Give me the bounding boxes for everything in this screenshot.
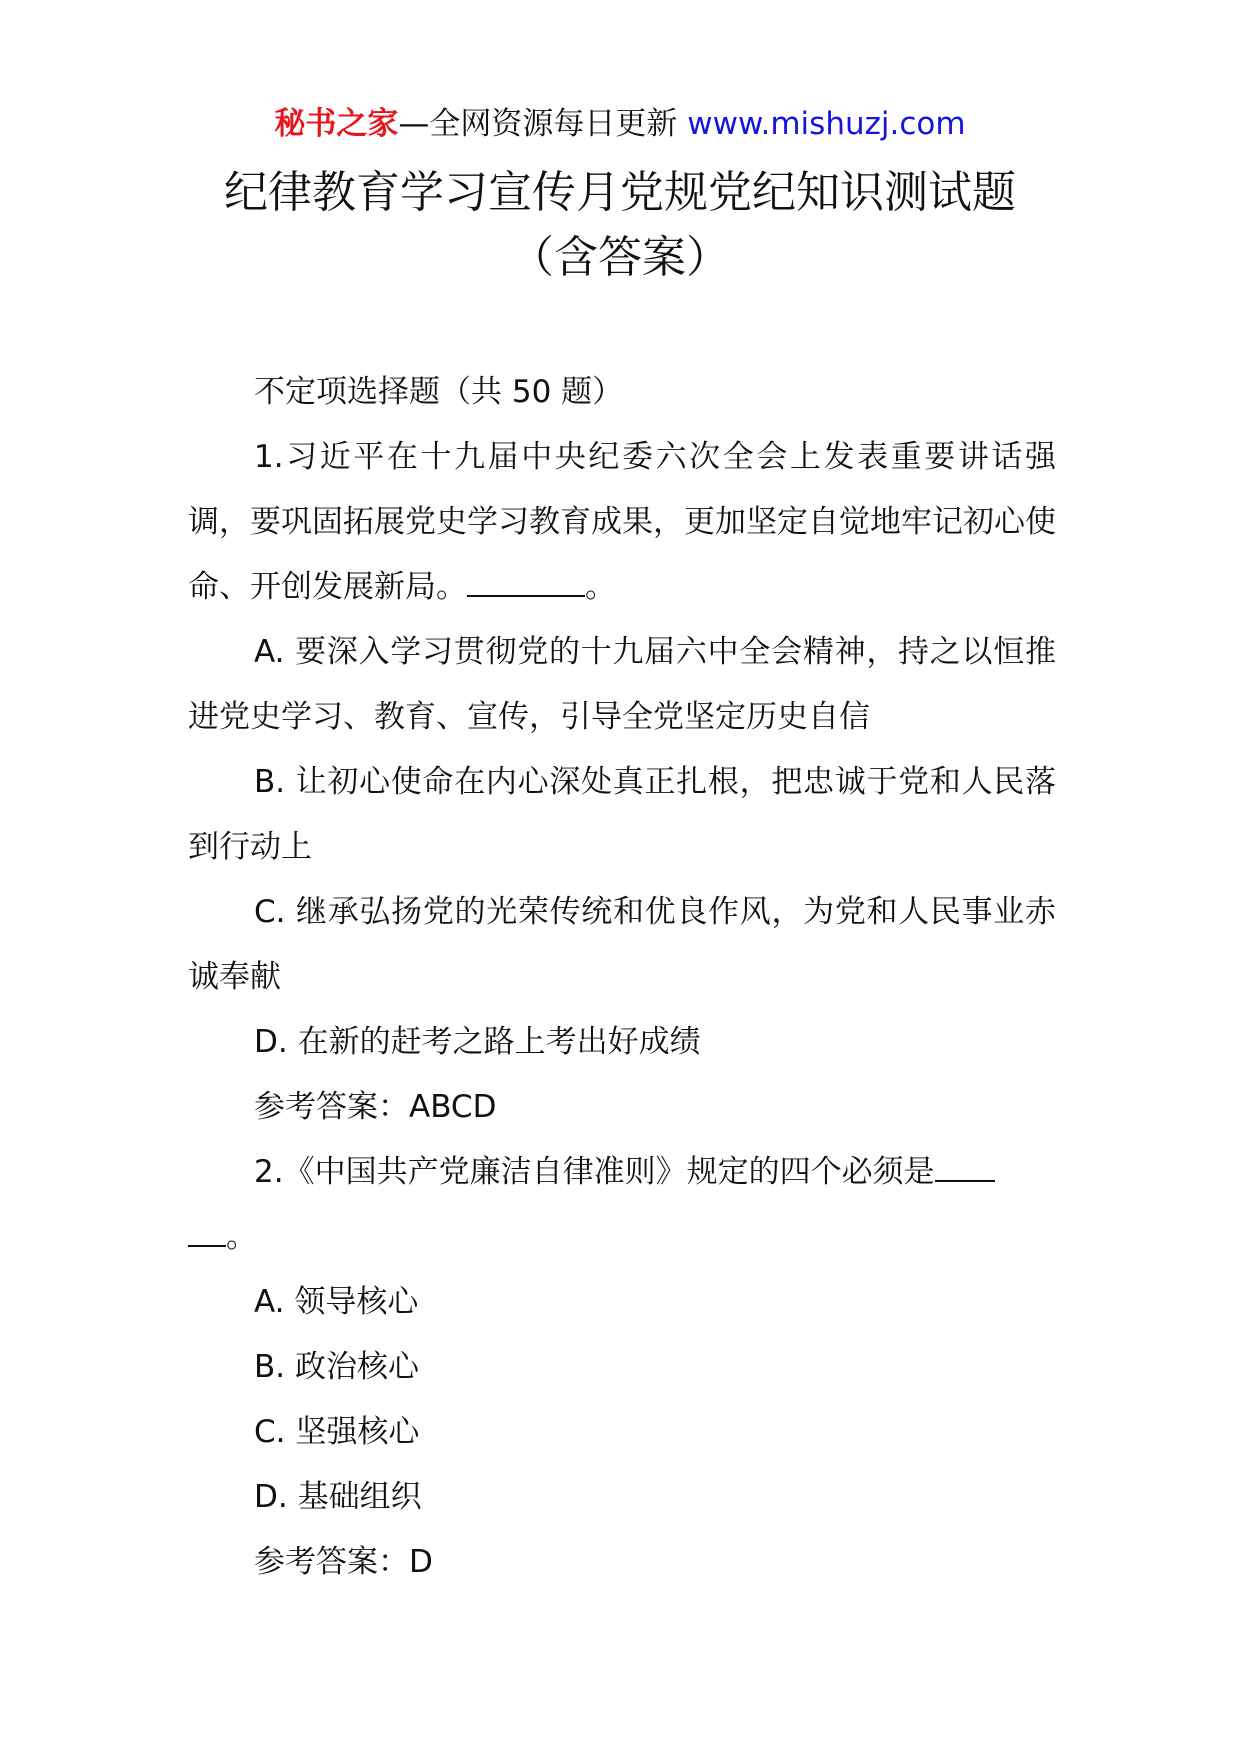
question-2-answer: 参考答案：D — [254, 1544, 433, 1580]
question-2-option-a: A. 领导核心 — [254, 1284, 419, 1320]
document-title: 纪律教育学习宣传月党规党纪知识测试题 — [224, 167, 1016, 218]
question-1-answer: 参考答案：ABCD — [254, 1089, 497, 1125]
question-1-option-a: A. 要深入学习贯彻党的十九届六中全会精神，持之以恒推进党史学习、教育、宣传，引导全党坚定历史自信 — [188, 634, 1056, 735]
question-1-option-b: B. 让初心使命在内心深处真正扎根，把忠诚于党和人民落到行动上 — [188, 764, 1056, 865]
site-banner — [0, 104, 1240, 144]
document-body — [188, 360, 1056, 1595]
question-2-end: 。 — [226, 1219, 257, 1255]
question-2-option-d: D. 基础组织 — [254, 1479, 422, 1515]
question-2-option-b: B. 政治核心 — [254, 1349, 419, 1385]
answer-blank — [467, 575, 585, 597]
question-1-stem — [188, 425, 1056, 620]
document-subtitle: （含答案） — [510, 232, 730, 283]
answer-blank — [935, 1160, 995, 1182]
banner-tagline: —全网资源每日更新 — [398, 106, 678, 142]
question-2-stem — [188, 1140, 1056, 1205]
question-2-option-c: C. 坚强核心 — [254, 1414, 420, 1450]
site-url-link[interactable]: www.mishuzj.com — [687, 106, 966, 142]
question-1-option-c: C. 继承弘扬党的光荣传统和优良作风，为党和人民事业赤诚奉献 — [188, 894, 1056, 995]
question-1-end: 。 — [585, 569, 616, 605]
question-1-option-d: D. 在新的赶考之路上考出好成绩 — [254, 1024, 701, 1060]
question-1-text: 1.习近平在十九届中央纪委六次全会上发表重要讲话强调，要巩固拓展党史学习教育成果，更加坚定自觉地牢记初心使命、开创发展新局。 — [188, 439, 1056, 605]
question-2-stem-continued — [188, 1205, 1056, 1270]
question-2-text: 2.《中国共产党廉洁自律准则》规定的四个必须是 — [254, 1154, 935, 1190]
brand-name: 秘书之家 — [274, 106, 399, 142]
answer-blank-continued — [188, 1225, 226, 1247]
section-heading: 不定项选择题（共 50 题） — [254, 374, 624, 410]
